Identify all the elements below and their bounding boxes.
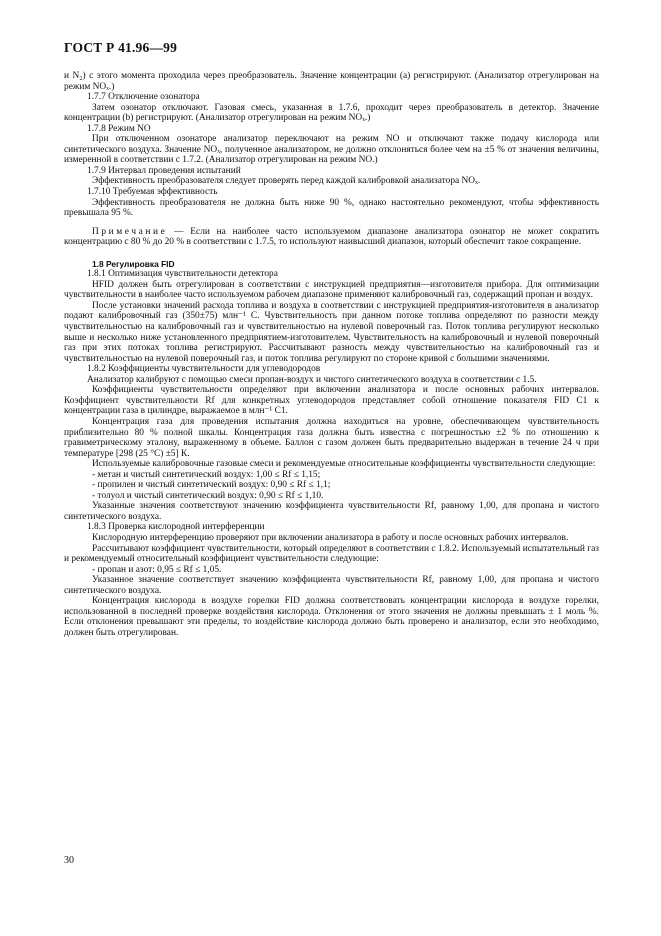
- paragraph: Анализатор калибруют с помощью смеси пропан-воздух и чистого синтетического воздуха в соответствии с 1.5.: [87, 374, 537, 385]
- note: [64, 227, 599, 248]
- section-heading-1-8: 1.8 Регулировка FID: [92, 258, 175, 269]
- paragraph: Коэффициенты чувствительности определяют при включении анализатора и после основных рабочих интервалов. Коэффициент чувствительности Rf для конкретных углеводородов представляет собой отношение показателя FID C1 к концентрации газа в цилиндре, выражаемое в млн⁻¹ С1.: [64, 385, 599, 417]
- section-heading-1-7-10: 1.7.10 Требуемая эффективность: [87, 187, 218, 198]
- section-heading-1-8-3: 1.8.3 Проверка кислородной интерференции: [87, 522, 265, 533]
- paragraph: При отключенном озонаторе анализатор переключают на режим NO и отключают также подачу кислорода или синтетического воздуха. Значение NOₓ, полученное анализатором, не должно отклоняться более чем на ±5 % от значения величины, измеренной в соответствии с 1.7.2. (Анализатор отрегулирован на режим NO.): [64, 134, 599, 166]
- section-heading-1-8-1: 1.8.1 Оптимизация чувствительности детектора: [87, 269, 278, 280]
- paragraph: После установки значений расхода топлива и воздуха в соответствии с инструкцией предприятия-изготовителя в анализатор подают калибровочный газ (350±75) млн⁻¹ С. Чувствительность при данном потоке топлива определяют по разности между чувствительностью на калибровочный газ и чувствительностью на нулевой поверочный газ. Поток топлива регулируют несколько выше и несколько ниже установленного предприятием-изготовителем. Чувствительность на калибровочный и нулевой поверочный газ при этих потоках топлива регистрируют. Рассчитывают разность между чувствительностью на калибровочный газ и чувствительностью на нулевой поверочный газ, и поток топлива регулируют по стороне кривой с большими значениями.: [64, 300, 599, 364]
- paragraph: Рассчитывают коэффициент чувствительности, который определяют в соответствии с 1.8.2. Используемый испытательный газ и рекомендуемый относительный коэффициент чувствительности следующие:: [64, 543, 599, 565]
- list-item: - толуол и чистый синтетический воздух: 0,90 ≤ Rf ≤ 1,10.: [92, 490, 324, 501]
- page-header: ГОСТ Р 41.96—99: [64, 40, 178, 55]
- list-item: - пропилен и чистый синтетический воздух: 0,90 ≤ Rf ≤ 1,1;: [92, 480, 331, 491]
- paragraph: Указанное значение соответствует значению коэффициента чувствительности Rf, равному 1,00, для пропана и чистого синтетического воздуха.: [64, 575, 599, 596]
- paragraph: Используемые калибровочные газовые смеси и рекомендуемые относительные коэффициенты чувствительности следующие:: [92, 459, 596, 470]
- section-heading-1-8-2: 1.8.2 Коэффициенты чувствительности для углеводородов: [87, 364, 321, 375]
- paragraph: Кислородную интерференцию проверяют при включении анализатора в работу и после основных рабочих интервалов.: [92, 532, 569, 543]
- note-text: — Если на наиболее часто используемом диапазоне анализатора озонатор не может сократить концентрацию с 80 % до 20 % в соответствии с 1.7.5, то используют наивысший диапазон, который обеспечит такое сокращение.: [64, 226, 599, 248]
- paragraph: Указанные значения соответствуют значению коэффициента чувствительности Rf, равному 1,00, для пропана и чистого синтетического воздуха.: [64, 501, 599, 522]
- paragraph: и N₂) с этого момента проходила через преобразователь. Значение концентрации (a) регистрируют. (Анализатор отрегулирован на режим NOₓ.): [64, 71, 599, 92]
- section-heading-1-7-8: 1.7.8 Режим NO: [87, 123, 151, 134]
- paragraph: HFID должен быть отрегулирован в соответствии с инструкцией предприятия—изготовителя прибора. Для оптимизации чувствительности в наиболее часто используемом рабочем диапазоне применяют калибровочный газ, содержащий пропан и воздух.: [64, 279, 599, 301]
- paragraph: Эффективность преобразователя не должна быть ниже 90 %, однако настоятельно рекомендуют, чтобы эффективность превышала 95 %.: [64, 197, 599, 219]
- page-number: 30: [64, 855, 74, 866]
- document-body: [64, 71, 599, 638]
- section-heading-1-7-9: 1.7.9 Интервал проведения испытаний: [87, 165, 241, 176]
- paragraph: Затем озонатор отключают. Газовая смесь, указанная в 1.7.6, проходит через преобразователь в детектор. Значение концентрации (b) регистрируют. (Анализатор отрегулирован на режим NOₓ.): [64, 102, 599, 124]
- section-heading-1-7-7: 1.7.7 Отключение озонатора: [87, 92, 200, 103]
- paragraph: Эффективность преобразователя следует проверять перед каждой калибровкой анализатора NOₓ.: [92, 176, 481, 187]
- paragraph: Концентрация кислорода в воздухе горелки FID должна соответствовать концентрации кислорода в воздухе горелки, использованной в последней проверке воздействия кислорода. Отклонения от этого значения не должны превышать ± 1 моль %. Если отклонения превышают эти пределы, то воздействие кислорода должно быть проверено и анализатор, если это необходимо, должен быть отрегулирован.: [64, 596, 599, 638]
- paragraph: Концентрация газа для проведения испытания должна находиться на уровне, обеспечивающем чувствительность приблизительно 80 % полной шкалы. Концентрация газа должна быть известна с погрешностью ±2 % по отношению к гравиметрическому эталону, выраженному в объеме. Баллон с газом должен быть предварительно выдержан в течение 24 ч при температуре [298 (25 °С) ±5] К.: [64, 416, 599, 459]
- list-item: - пропан и азот: 0,95 ≤ Rf ≤ 1,05.: [92, 564, 222, 575]
- note-label: Примечание: [92, 226, 168, 237]
- list-item: - метан и чистый синтетический воздух: 1,00 ≤ Rf ≤ 1,15;: [92, 469, 321, 480]
